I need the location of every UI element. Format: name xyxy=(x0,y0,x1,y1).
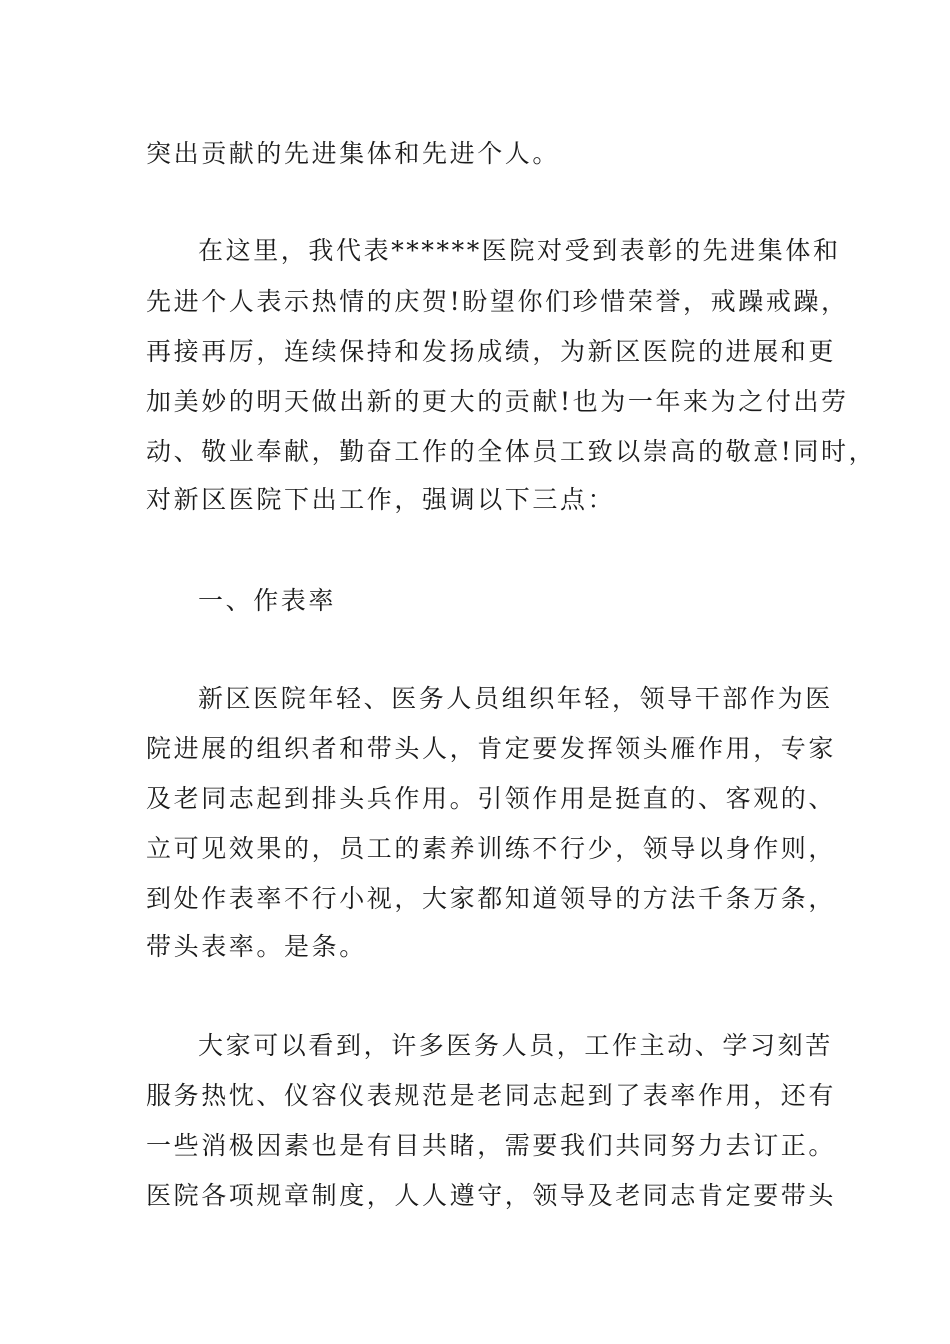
section-heading: 一、作表率 xyxy=(198,586,337,615)
paragraph-line: 到处作表率不行小视，大家都知道领导的方法千条万条， xyxy=(146,884,837,913)
paragraph-line: 及老同志起到排头兵作用。引领作用是挺直的、客观的、 xyxy=(146,784,837,813)
paragraph-line: 大家可以看到，许多医务人员，工作主动、学习刻苦 xyxy=(198,1031,833,1060)
paragraph-line: 带头表率。是条。 xyxy=(146,932,367,961)
paragraph-line: 再接再厉，连续保持和发扬成绩，为新区医院的进展和更 xyxy=(146,337,837,366)
paragraph-line: 服务热忱、仪容仪表规范是老同志起到了表率作用，还有 xyxy=(146,1081,837,1110)
paragraph-line: 在这里，我代表******医院对受到表彰的先进集体和 xyxy=(198,236,841,265)
paragraph-line: 加美妙的明天做出新的更大的贡献!也为一年来为之付出劳 xyxy=(146,387,849,416)
paragraph-line: 院进展的组织者和带头人，肯定要发挥领头雁作用，专家 xyxy=(146,734,837,763)
paragraph-line: 动、敬业奉献，勤奋工作的全体员工致以崇高的敬意!同时， xyxy=(146,437,877,466)
paragraph-line: 突出贡献的先进集体和先进个人。 xyxy=(146,139,561,168)
paragraph-line: 立可见效果的，员工的素养训练不行少，领导以身作则， xyxy=(146,834,837,863)
paragraph-line: 先进个人表示热情的庆贺!盼望你们珍惜荣誉，戒躁戒躁， xyxy=(146,287,849,316)
paragraph-line: 对新区医院下出工作，强调以下三点： xyxy=(146,485,616,514)
paragraph-line: 医院各项规章制度，人人遵守，领导及老同志肯定要带头 xyxy=(146,1181,837,1210)
paragraph-line: 新区医院年轻、医务人员组织年轻，领导干部作为医 xyxy=(198,684,833,713)
paragraph-line: 一些消极因素也是有目共睹，需要我们共同努力去订正。 xyxy=(146,1131,837,1160)
